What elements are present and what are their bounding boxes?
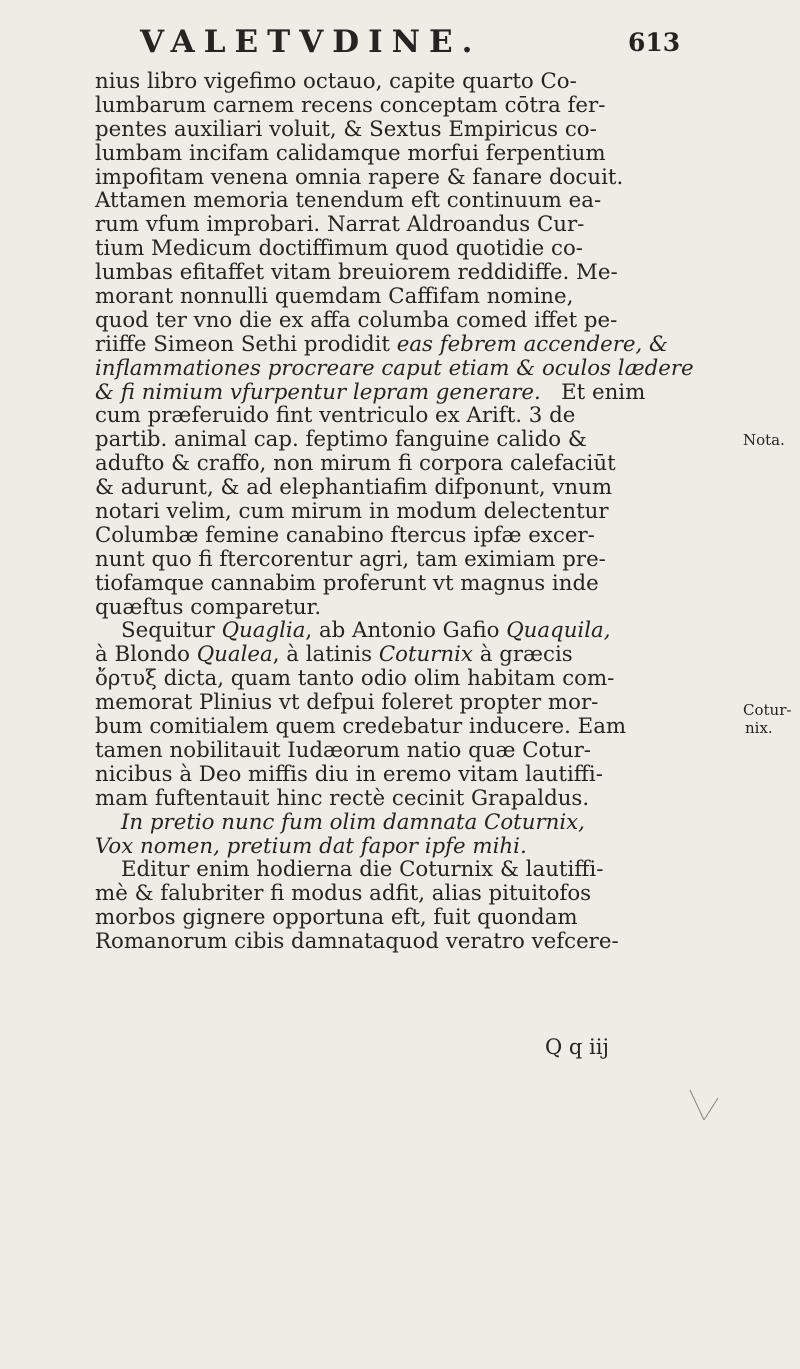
text-line: & adurunt, & ad elephantiafim difponunt, vnum (95, 475, 613, 501)
body-text (95, 70, 695, 954)
text-line: cum præferuido fint ventriculo ex Arift. 3 de (95, 403, 576, 429)
verse-line: In pretio nunc fum olim damnata Coturnix, (121, 809, 585, 835)
text-line: lumbam incifam calidamque morfui ferpentium (95, 140, 606, 166)
text-line: ὄρτυξ dicta, quam tanto odio olim habitam com- (95, 666, 615, 692)
margin-note-coturnix-2: nix. (745, 719, 773, 737)
text-line: notari velim, cum mirum in modum delectentur (95, 499, 609, 525)
text-line: rum vfum improbari. Narrat Aldroandus Cur- (95, 212, 585, 238)
text-line (95, 643, 695, 667)
italic-word: Coturnix (378, 642, 473, 668)
line-text: riiffe Simeon Sethi prodidit (95, 331, 390, 357)
italic-word: Quaglia (221, 618, 306, 644)
text-line: lumbas efitaffet vitam breuiorem reddidiffe. Me- (95, 260, 618, 286)
text-line: partib. animal cap. feptimo fanguine calido & (95, 427, 587, 453)
running-head-title: VALETVDINE. (140, 24, 482, 60)
text-line: Editur enim hodierna die Coturnix & lautiffi- (121, 857, 604, 883)
text-line: Romanorum cibis damnataquod veratro vefcere- (95, 929, 619, 955)
italic-phrase: & fi nimium vfurpentur lepram generare. (95, 379, 541, 405)
text-line: pentes auxiliari voluit, & Sextus Empiricus co- (95, 116, 597, 142)
text-line: nunt quo fi ftercorentur agri, tam eximiam pre- (95, 546, 606, 572)
text-line: mè & falubriter fi modus adfit, alias pituitofos (95, 881, 592, 907)
line-text: , ab Antonio Gafio (305, 618, 500, 644)
line-text: , à latinis (272, 642, 373, 668)
text-line: nius libro vigefimo octauo, capite quarto Co- (95, 69, 577, 94)
text-line: quæftus comparetur. (95, 594, 322, 620)
text-line: tamen nobilitauit Iudæorum natio quæ Cotur- (95, 737, 591, 763)
text-line: inflammationes procreare caput etiam & oculos lædere (95, 355, 694, 381)
text-line: impofitam venena omnia rapere & fanare docuit. (95, 164, 624, 190)
text-line: Attamen memoria tenendum eft continuum ea- (95, 188, 602, 214)
line-text: à Blondo (95, 642, 190, 668)
text-line: morant nonnulli quemdam Caffifam nomine, (95, 284, 574, 310)
signature-mark: Q q iij (545, 1035, 609, 1059)
margin-note-nota: Nota. (743, 431, 785, 449)
text-line: Columbæ femine canabino ftercus ipfæ excer- (95, 522, 595, 548)
text-line: memorat Plinius vt defpui foleret propter mor- (95, 690, 599, 716)
page-number: 613 (628, 28, 681, 57)
running-head (108, 22, 681, 68)
ink-mark (670, 1080, 730, 1140)
text-line: lumbarum carnem recens conceptam cōtra fer- (95, 92, 606, 118)
line-text: Et enim (561, 379, 646, 405)
text-line (95, 381, 695, 405)
text-line (95, 619, 695, 643)
text-line: tium Medicum doctiffimum quod quotidie co- (95, 236, 583, 262)
text-line (95, 333, 695, 357)
text-line: morbos gignere opportuna eft, fuit quondam (95, 905, 578, 931)
text-line: tiofamque cannabim proferunt vt magnus inde (95, 570, 599, 596)
line-text: Sequitur (121, 618, 215, 644)
text-line: mam fuftentauit hinc rectè cecinit Grapaldus. (95, 785, 590, 811)
italic-phrase: eas febrem accendere, & (396, 331, 668, 357)
italic-word: Quaquila, (506, 618, 611, 644)
margin-note-coturnix-1: Cotur- (743, 701, 792, 719)
verse-line: Vox nomen, pretium dat fapor ipfe mihi. (95, 833, 527, 859)
text-line: quod ter vno die ex affa columba comed iffet pe- (95, 307, 618, 333)
italic-word: Qualea (196, 642, 273, 668)
text-line: bum comitialem quem credebatur inducere. Eam (95, 714, 627, 740)
text-line: nicibus à Deo miffis diu in eremo vitam lautiffi- (95, 761, 603, 787)
line-text: à græcis (479, 642, 573, 668)
text-line: adufto & craffo, non mirum fi corpora calefaciūt (95, 451, 616, 477)
